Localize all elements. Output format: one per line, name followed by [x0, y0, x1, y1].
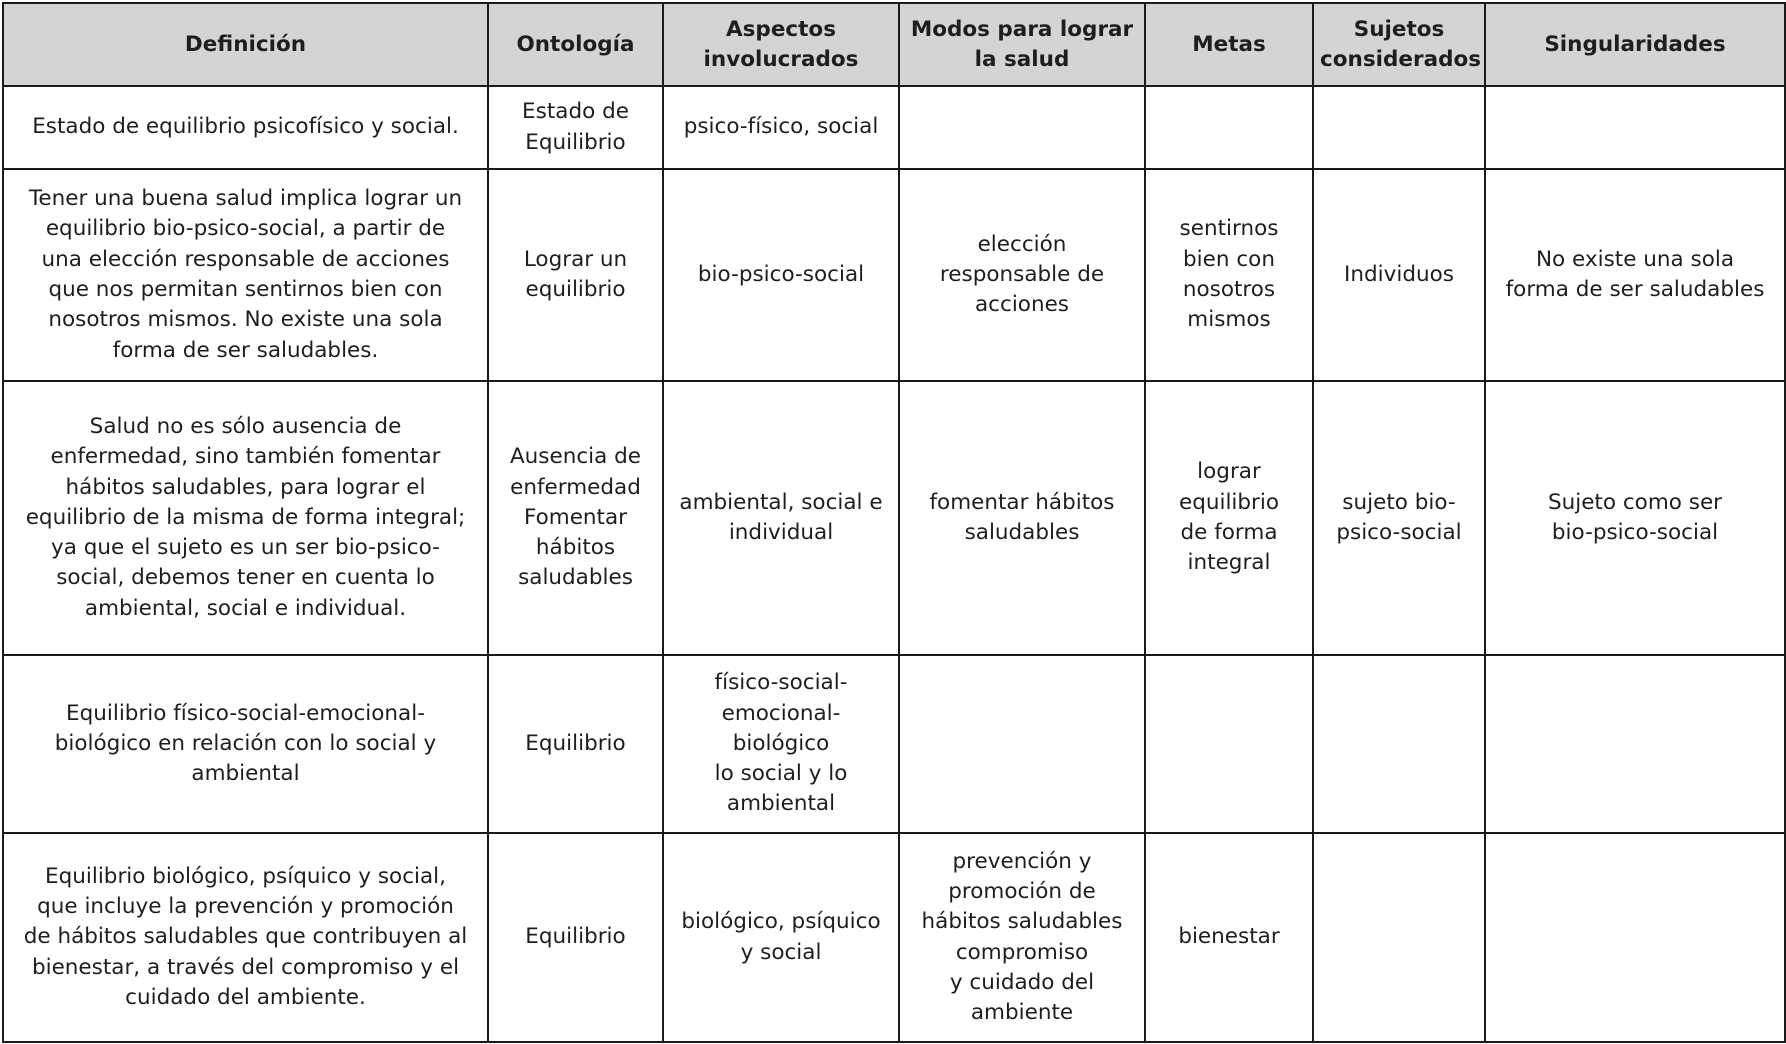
header-row: [3, 3, 1785, 86]
cell-sujetos: Individuos: [1313, 169, 1485, 381]
cell-aspectos: biológico, psíquico y social: [663, 833, 899, 1042]
header-modos: Modos para lograr la salud: [899, 3, 1145, 86]
header-singularidades: Singularidades: [1485, 3, 1785, 86]
cell-sujetos: [1313, 655, 1485, 833]
cell-ontologia: Equilibrio: [488, 833, 663, 1042]
cell-sujetos: [1313, 833, 1485, 1042]
table-row: [3, 86, 1785, 169]
cell-definicion: Equilibrio físico-social-emocional- biológico en relación con lo social y ambiental: [3, 655, 488, 833]
cell-singularidades: [1485, 655, 1785, 833]
cell-modos: [899, 655, 1145, 833]
cell-definicion: Salud no es sólo ausencia de enfermedad, sino también fomentar hábitos saludables, para lograr el equilibrio de la misma de forma integral; ya que el sujeto es un ser bio-psico- social, debemos tener en cuenta lo ambiental, social e individual.: [3, 381, 488, 655]
cell-singularidades: No existe una sola forma de ser saludables: [1485, 169, 1785, 381]
cell-singularidades: [1485, 833, 1785, 1042]
cell-ontologia: Ausencia de enfermedad Fomentar hábitos saludables: [488, 381, 663, 655]
cell-ontologia: Equilibrio: [488, 655, 663, 833]
cell-metas: sentirnos bien con nosotros mismos: [1145, 169, 1313, 381]
table-row: [3, 833, 1785, 1042]
header-aspectos: Aspectos involucrados: [663, 3, 899, 86]
cell-metas: bienestar: [1145, 833, 1313, 1042]
cell-sujetos: sujeto bio- psico-social: [1313, 381, 1485, 655]
header-metas: Metas: [1145, 3, 1313, 86]
cell-metas: lograr equilibrio de forma integral: [1145, 381, 1313, 655]
cell-definicion: Equilibrio biológico, psíquico y social, que incluye la prevención y promoción de hábitos saludables que contribuyen al bienestar, a través del compromiso y el cuidado del ambiente.: [3, 833, 488, 1042]
cell-aspectos: ambiental, social e individual: [663, 381, 899, 655]
cell-ontologia: Estado de Equilibrio: [488, 86, 663, 169]
table-row: [3, 169, 1785, 381]
cell-definicion: Tener una buena salud implica lograr un equilibrio bio-psico-social, a partir de una elección responsable de acciones que nos permitan sentirnos bien con nosotros mismos. No existe una sola forma de ser saludables.: [3, 169, 488, 381]
cell-modos: [899, 86, 1145, 169]
cell-aspectos: bio-psico-social: [663, 169, 899, 381]
cell-singularidades: [1485, 86, 1785, 169]
header-definicion: Definición: [3, 3, 488, 86]
cell-sujetos: [1313, 86, 1485, 169]
cell-definicion: Estado de equilibrio psicofísico y social.: [3, 86, 488, 169]
cell-aspectos: psico-físico, social: [663, 86, 899, 169]
cell-metas: [1145, 655, 1313, 833]
cell-modos: prevención y promoción de hábitos saludables compromiso y cuidado del ambiente: [899, 833, 1145, 1042]
cell-ontologia: Lograr un equilibrio: [488, 169, 663, 381]
salud-definitions-table: [2, 2, 1786, 1043]
table-row: [3, 381, 1785, 655]
cell-singularidades: Sujeto como ser bio-psico-social: [1485, 381, 1785, 655]
cell-metas: [1145, 86, 1313, 169]
header-sujetos: Sujetos considerados: [1313, 3, 1485, 86]
cell-modos: elección responsable de acciones: [899, 169, 1145, 381]
cell-aspectos: físico-social- emocional- biológico lo social y lo ambiental: [663, 655, 899, 833]
cell-modos: fomentar hábitos saludables: [899, 381, 1145, 655]
header-ontologia: Ontología: [488, 3, 663, 86]
table-row: [3, 655, 1785, 833]
